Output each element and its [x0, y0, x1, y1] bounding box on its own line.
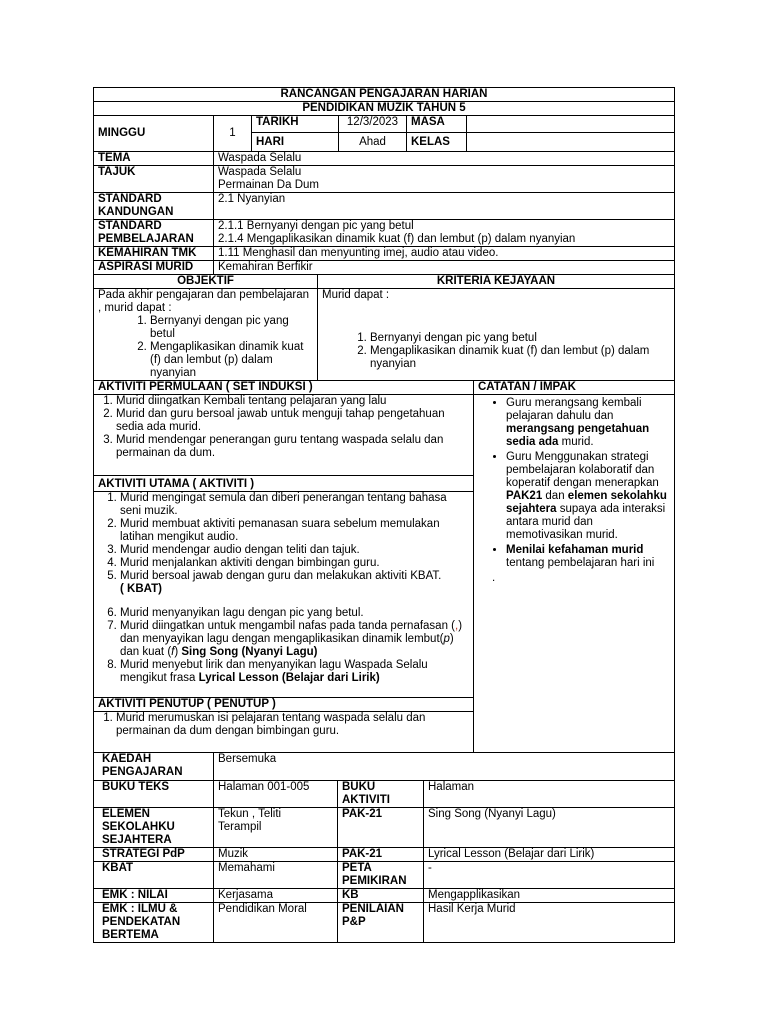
catatan-bold: Menilai kefahaman murid — [506, 544, 644, 556]
penutup-content — [94, 712, 474, 753]
utama-text: Murid diingatkan untuk mengambil nafas pada tanda pernafasan ( — [120, 620, 455, 632]
catatan-text: tentang pembelajaran hari ini — [506, 557, 655, 569]
minggu-value: 1 — [214, 116, 252, 152]
buku-aktiviti-label: BUKU AKTIVITI — [338, 781, 424, 808]
utama-item: 2. Murid membuat aktiviti pemanasan suara sebelum memulakan latihan mengikut audio. — [120, 518, 469, 544]
catatan-item — [506, 451, 670, 542]
utama-item: 6. Murid menyanyikan lagu dengan pic yang betul. — [120, 607, 469, 620]
penilaian-label: PENILAIAN P&P — [338, 903, 424, 943]
permulaan-heading: AKTIVITI PERMULAAN ( SET INDUKSI ) — [94, 381, 474, 395]
footer-table — [93, 752, 675, 943]
sp-line-1: 2.1.1 Bernyanyi dengan pic yang betul — [218, 220, 414, 232]
permulaan-item: 3. Murid mendengar penerangan guru tentang waspada selalu dan permainan da dum. — [116, 434, 469, 460]
kaedah-value: Bersemuka — [214, 753, 675, 781]
masa-label: MASA — [407, 116, 467, 133]
aspirasi-murid-label: ASPIRASI MURID — [94, 261, 214, 275]
objektif-content — [94, 289, 318, 381]
objektif-heading: OBJEKTIF — [94, 275, 318, 289]
aspirasi-murid-value: Kemahiran Berfikir — [214, 261, 675, 275]
kbat-value: Memahami — [214, 862, 338, 889]
dynamic-f: f — [171, 646, 175, 658]
catatan-text: Guru Menggunakan strategi pembelajaran kolaboratif dan koperatif dengan menerapkan — [506, 451, 659, 489]
pak21-label: PAK-21 — [338, 808, 424, 848]
document-title: RANCANGAN PENGAJARAN HARIAN — [94, 88, 675, 102]
standard-kandungan-label: STANDARD KANDUNGAN — [94, 193, 214, 220]
pak21-label-2: PAK-21 — [338, 848, 424, 862]
header-table — [93, 87, 675, 152]
buku-teks-label: BUKU TEKS — [94, 781, 214, 808]
emk-ilmu-value: Pendidikan Moral — [214, 903, 338, 943]
catatan-text: dan — [542, 490, 568, 502]
permulaan-content — [94, 395, 474, 476]
catatan-bold: elemen sekolahku sejahtera — [506, 490, 667, 515]
peta-pemikiran-value: - — [424, 862, 675, 889]
kriteria-item: 2. Mengaplikasikan dinamik kuat (f) dan lembut (p) dalam nyanyian — [370, 345, 670, 371]
objektif-item: 1. Bernyanyi dengan pic yang betul — [150, 315, 313, 341]
catatan-item — [506, 397, 670, 449]
utama-text: ) dan menyayikan lagu dengan mengaplikasikan dinamik lembut( — [120, 620, 463, 645]
hari-label: HARI — [252, 133, 339, 152]
kbat-tag: ( KBAT) — [120, 583, 162, 595]
emk-nilai-label: EMK : NILAI — [94, 889, 214, 903]
tema-value: Waspada Selalu — [214, 152, 675, 166]
utama-content — [94, 492, 474, 698]
kemahiran-tmk-value: 1.11 Menghasil dan menyunting imej, audio atau video. — [214, 247, 675, 261]
permulaan-item: 1. Murid diingatkan Kembali tentang pelajaran yang lalu — [116, 395, 469, 408]
lyrical-lesson-tag: Lyrical Lesson (Belajar dari Lirik) — [198, 672, 380, 684]
minggu-label: MINGGU — [94, 116, 214, 152]
lesson-plan-sheet — [93, 87, 675, 943]
elemen-value: Tekun , Teliti Terampil — [214, 808, 338, 848]
standard-kandungan-value: 2.1 Nyanyian — [214, 193, 675, 220]
kb-label: KB — [338, 889, 424, 903]
sp-line-2: 2.1.4 Mengaplikasikan dinamik kuat (f) dan lembut (p) dalam nyanyian — [218, 233, 576, 245]
catatan-dot: . — [492, 572, 496, 584]
emk-ilmu-label: EMK : ILMU & PENDEKATAN BERTEMA — [94, 903, 214, 943]
penutup-item: 1. Murid merumuskan isi pelajaran tentang waspada selalu dan permainan da dum dengan bimbingan guru. — [116, 712, 469, 738]
utama-heading: AKTIVITI UTAMA ( AKTIVITI ) — [94, 476, 474, 492]
breath-mark: , — [455, 620, 459, 632]
utama-text: Murid bersoal jawab dengan guru dan melakukan aktiviti KBAT. — [120, 570, 442, 582]
hari-value: Ahad — [339, 133, 407, 152]
objektif-item: 2. Mengaplikasikan dinamik kuat (f) dan lembut (p) dalam nyanyian — [150, 341, 313, 380]
kbat-label: KBAT — [94, 862, 214, 889]
penutup-heading: AKTIVITI PENUTUP ( PENUTUP ) — [94, 698, 474, 712]
utama-text: ) dan kuat ( — [120, 633, 454, 658]
tajuk-line-1: Waspada Selalu — [218, 166, 302, 178]
kelas-value — [467, 133, 675, 152]
kriteria-content — [318, 289, 675, 381]
tajuk-line-2: Permainan Da Dum — [218, 179, 319, 191]
elemen-label: ELEMEN SEKOLAHKU SEJAHTERA — [94, 808, 214, 848]
buku-teks-value: Halaman 001-005 — [214, 781, 338, 808]
activities-table — [93, 380, 675, 753]
utama-item: 3. Murid mendengar audio dengan teliti dan tajuk. — [120, 544, 469, 557]
kelas-label: KELAS — [407, 133, 467, 152]
strategi-value: Muzik — [214, 848, 338, 862]
document-subtitle: PENDIDIKAN MUZIK TAHUN 5 — [94, 102, 675, 116]
catatan-bold: PAK21 — [506, 490, 543, 502]
utama-item: 1. Murid mengingat semula dan diberi penerangan tentang bahasa seni muzik. — [120, 492, 469, 518]
kb-value: Mengapplikasikan — [424, 889, 675, 903]
catatan-content — [474, 395, 675, 753]
kriteria-item: 1. Bernyanyi dengan pic yang betul — [370, 332, 670, 345]
permulaan-item: 2. Murid dan guru bersoal jawab untuk menguji tahap pengetahuan sedia ada murid. — [116, 408, 469, 434]
kemahiran-tmk-label: KEMAHIRAN TMK — [94, 247, 214, 261]
pak21-value: Sing Song (Nyanyi Lagu) — [424, 808, 675, 848]
catatan-text: murid. — [558, 436, 594, 448]
catatan-text: supaya ada interaksi antara murid dan memotivasikan murid. — [506, 503, 666, 541]
tarikh-value: 12/3/2023 — [339, 116, 407, 133]
penilaian-value: Hasil Kerja Murid — [424, 903, 675, 943]
emk-nilai-value: Kerjasama — [214, 889, 338, 903]
sing-song-tag: Sing Song (Nyanyi Lagu) — [181, 646, 318, 658]
pak21-value-2: Lyrical Lesson (Belajar dari Lirik) — [424, 848, 675, 862]
objektif-table — [93, 274, 675, 381]
kaedah-label: KAEDAH PENGAJARAN — [94, 753, 214, 781]
strategi-label: STRATEGI PdP — [94, 848, 214, 862]
tarikh-label: TARIKH — [252, 116, 339, 133]
tema-label: TEMA — [94, 152, 214, 166]
utama-item — [120, 570, 469, 596]
standard-pembelajaran-label: STANDARD PEMBELAJARAN — [94, 220, 214, 247]
objektif-intro: Pada akhir pengajaran dan pembelajaran , murid dapat : — [98, 289, 309, 314]
utama-item — [120, 620, 469, 659]
dynamic-p: p — [443, 633, 450, 645]
utama-item: 4. Murid menjalankan aktiviti dengan bimbingan guru. — [120, 557, 469, 570]
tajuk-label: TAJUK — [94, 166, 214, 193]
tajuk-value — [214, 166, 675, 193]
masa-value — [467, 116, 675, 133]
buku-aktiviti-value: Halaman — [424, 781, 675, 808]
utama-item — [120, 659, 469, 685]
catatan-bold: merangsang pengetahuan sedia ada — [506, 423, 650, 448]
catatan-text: Guru merangsang kembali pelajaran dahulu dan — [506, 397, 642, 422]
info-table — [93, 151, 675, 275]
peta-pemikiran-label: PETA PEMIKIRAN — [338, 862, 424, 889]
catatan-heading: CATATAN / IMPAK — [474, 381, 675, 395]
catatan-item — [506, 544, 670, 570]
kriteria-intro: Murid dapat : — [322, 289, 390, 301]
utama-text: Murid menyebut lirik dan menyanyikan lagu Waspada Selalu mengikut frasa — [120, 659, 428, 684]
utama-text: ) — [174, 646, 182, 658]
kriteria-heading: KRITERIA KEJAYAAN — [318, 275, 675, 289]
standard-pembelajaran-value — [214, 220, 675, 247]
